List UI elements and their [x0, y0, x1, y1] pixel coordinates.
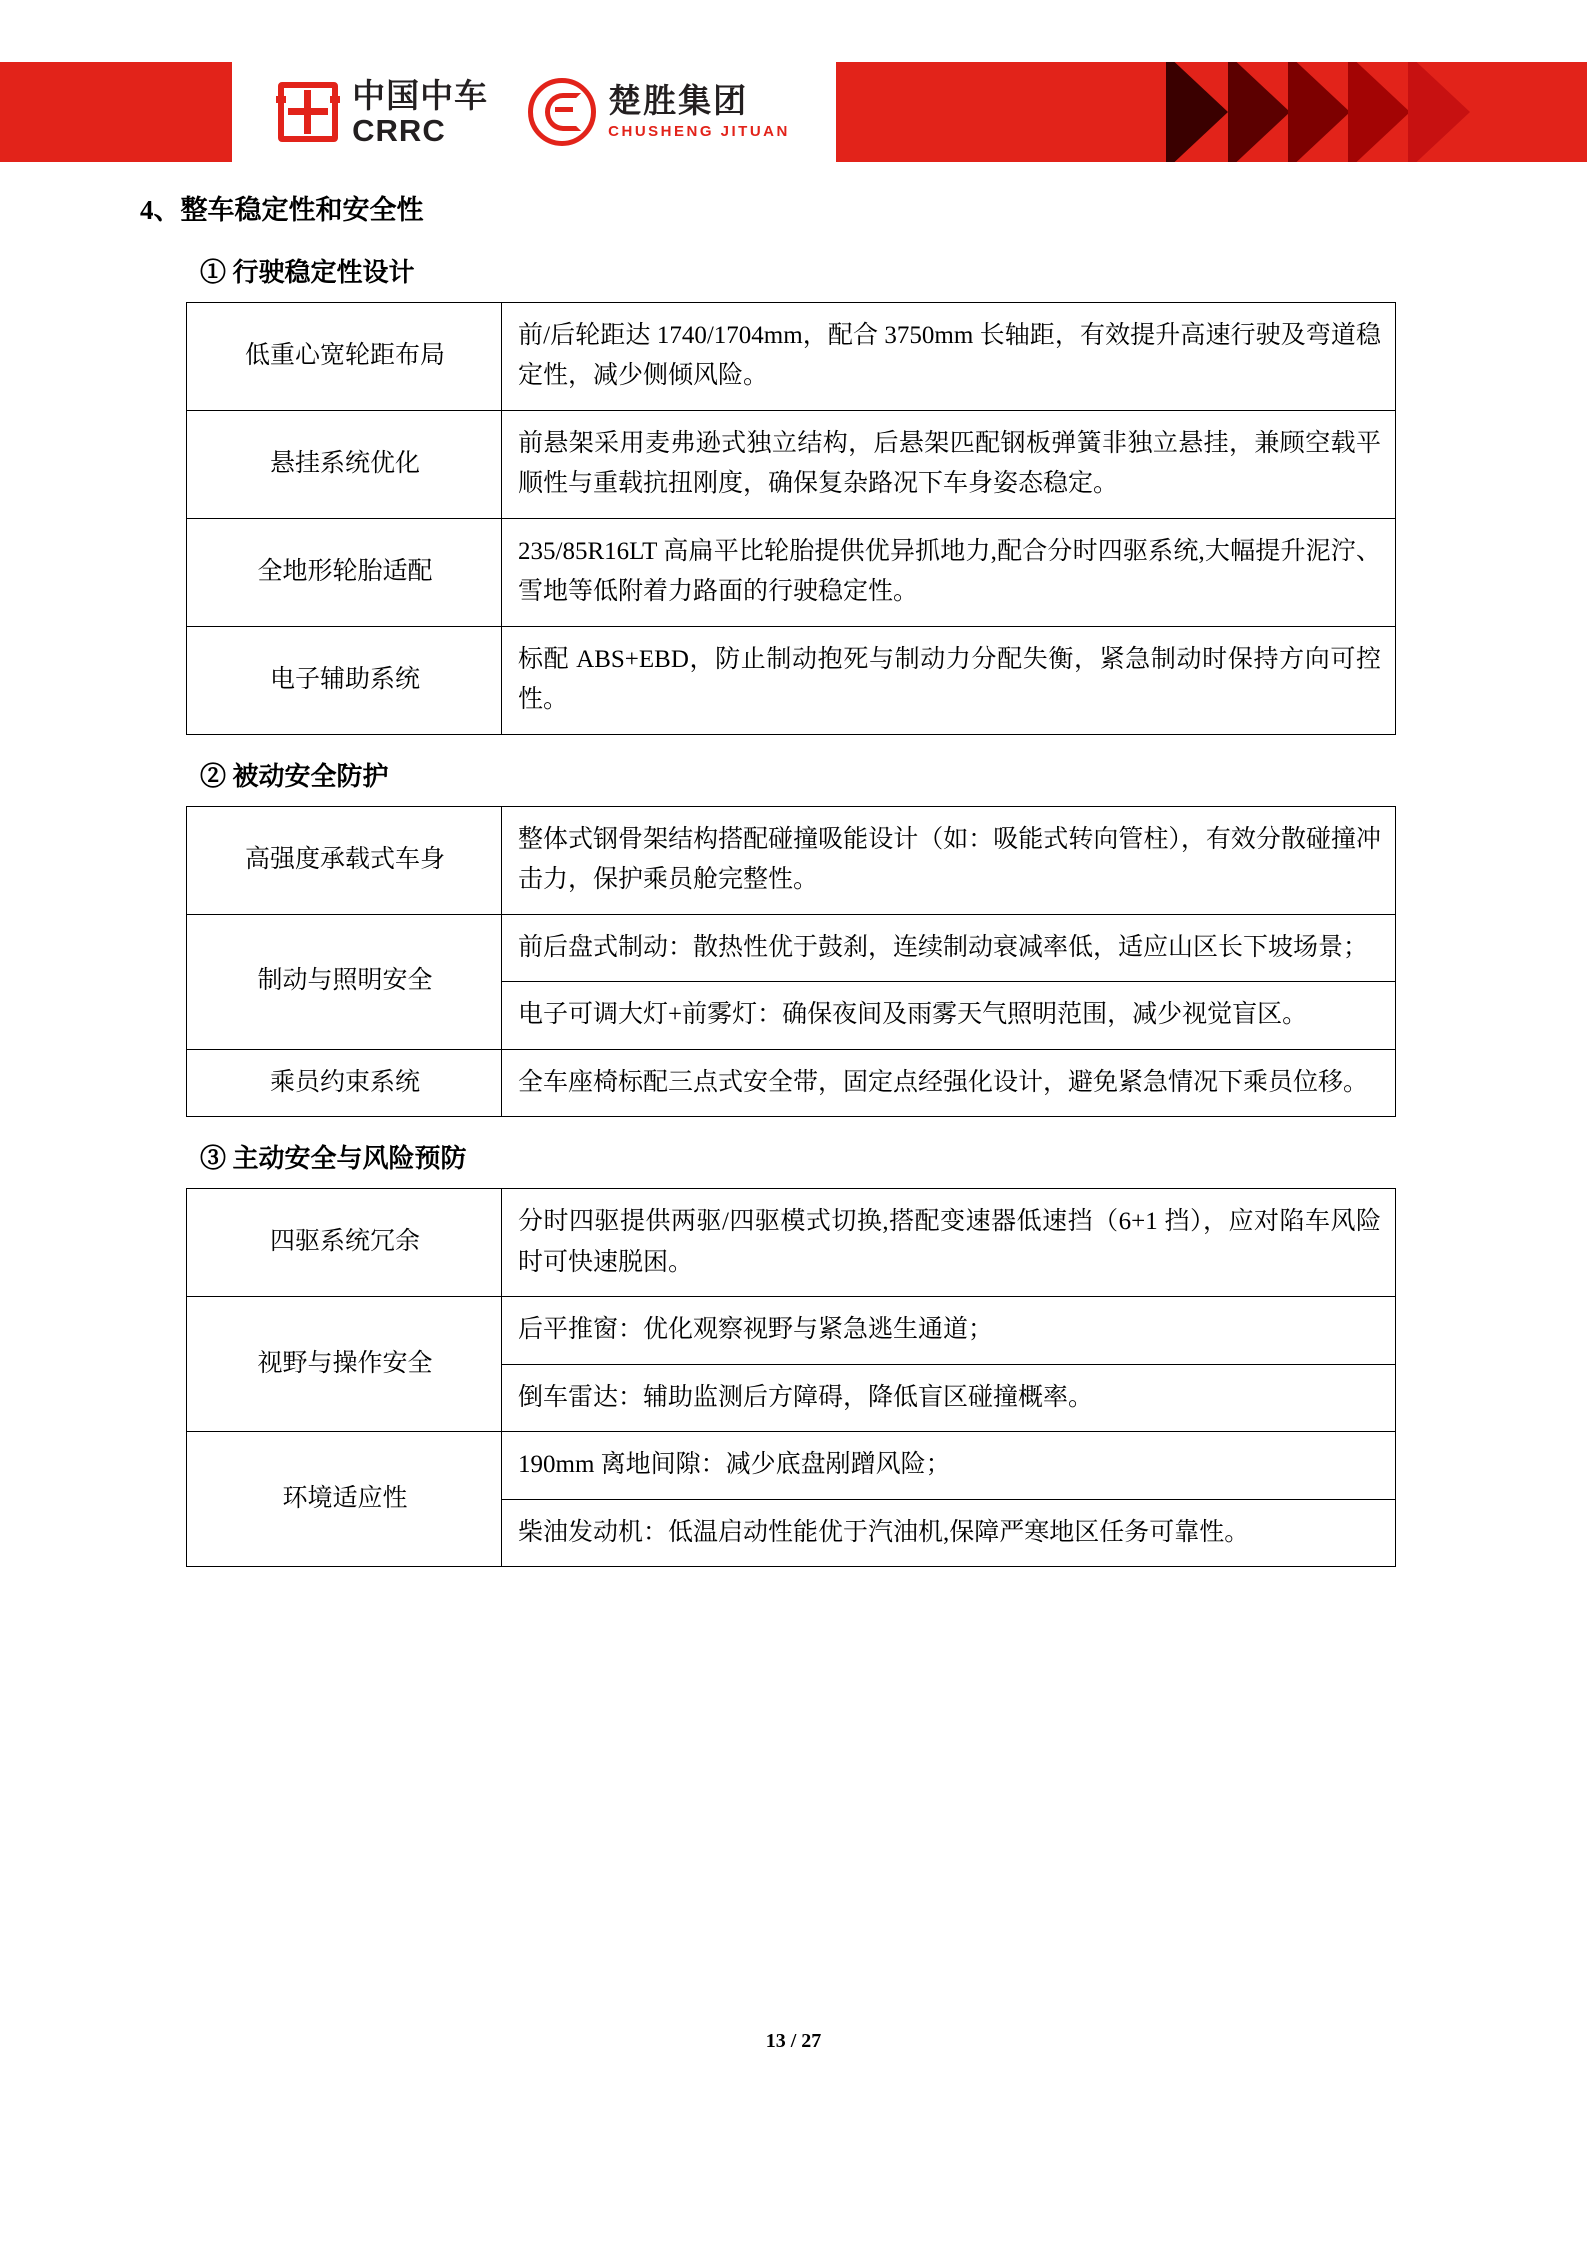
crrc-name-cn: 中国中车	[352, 76, 489, 114]
row-value: 全车座椅标配三点式安全带，固定点经强化设计，避免紧急情况下乘员位移。	[502, 1049, 1396, 1117]
chevron-icon	[1228, 62, 1290, 162]
table-row	[187, 1297, 1396, 1365]
chevron-icon	[1166, 62, 1228, 162]
row-label: 悬挂系统优化	[187, 410, 502, 518]
table-row	[187, 1189, 1396, 1297]
table-row	[187, 914, 1396, 982]
row-value: 前后盘式制动：散热性优于鼓刹，连续制动衰减率低，适应山区长下坡场景；	[502, 914, 1396, 982]
chusheng-emblem-icon	[528, 78, 596, 146]
page-footer	[0, 2030, 1587, 2053]
crrc-wordmark	[352, 76, 489, 148]
row-value: 后平推窗：优化观察视野与紧急逃生通道；	[502, 1297, 1396, 1365]
row-value: 倒车雷达：辅助监测后方障碍，降低盲区碰撞概率。	[502, 1364, 1396, 1432]
subsection-title-3: ③ 主动安全与风险预防	[200, 1144, 467, 1173]
row-label: 全地形轮胎适配	[187, 518, 502, 626]
table-driving-stability	[186, 302, 1396, 735]
row-value: 前/后轮距达 1740/1704mm，配合 3750mm 长轴距，有效提升高速行驶及弯道稳定性，减少侧倾风险。	[502, 302, 1396, 410]
table-row	[187, 302, 1396, 410]
row-label: 高强度承载式车身	[187, 806, 502, 914]
table-passive-safety	[186, 806, 1396, 1118]
chusheng-logo	[528, 78, 790, 146]
chusheng-name-cn: 楚胜集团	[608, 82, 749, 120]
row-label: 四驱系统冗余	[187, 1189, 502, 1297]
chusheng-name-en: CHUSHENG JITUAN	[608, 122, 790, 140]
row-label: 乘员约束系统	[187, 1049, 502, 1117]
table-row	[187, 1049, 1396, 1117]
subsection-title-2: ② 被动安全防护	[200, 761, 389, 791]
row-label: 环境适应性	[187, 1432, 502, 1567]
crrc-name-en: CRRC	[352, 112, 446, 148]
chevron-icon	[1288, 62, 1350, 162]
logo-zone	[232, 62, 836, 162]
header-red-band-right	[836, 62, 1587, 162]
row-label: 制动与照明安全	[187, 914, 502, 1049]
document-body	[0, 190, 1587, 1567]
row-value: 柴油发动机：低温启动性能优于汽油机,保障严寒地区任务可靠性。	[502, 1499, 1396, 1567]
table-row	[187, 1432, 1396, 1500]
header-red-band-left	[0, 62, 232, 162]
row-value: 电子可调大灯+前雾灯：确保夜间及雨雾天气照明范围，减少视觉盲区。	[502, 982, 1396, 1050]
row-value: 分时四驱提供两驱/四驱模式切换,搭配变速器低速挡（6+1 挡），应对陷车风险时可快速脱困。	[502, 1189, 1396, 1297]
table-row	[187, 806, 1396, 914]
row-label: 视野与操作安全	[187, 1297, 502, 1432]
chevron-icon	[1348, 62, 1410, 162]
row-value: 235/85R16LT 高扁平比轮胎提供优异抓地力,配合分时四驱系统,大幅提升泥泞、雪地等低附着力路面的行驶稳定性。	[502, 518, 1396, 626]
chevron-icon	[1408, 62, 1470, 162]
row-label: 低重心宽轮距布局	[187, 302, 502, 410]
row-value: 标配 ABS+EBD，防止制动抱死与制动力分配失衡，紧急制动时保持方向可控性。	[502, 626, 1396, 734]
page-number: 13 / 27	[765, 2030, 822, 2052]
crrc-logo	[278, 76, 489, 148]
table-row	[187, 518, 1396, 626]
row-value: 前悬架采用麦弗逊式独立结构，后悬架匹配钢板弹簧非独立悬挂，兼顾空载平顺性与重载抗扭刚度，确保复杂路况下车身姿态稳定。	[502, 410, 1396, 518]
table-active-safety	[186, 1188, 1396, 1567]
table-row	[187, 410, 1396, 518]
chusheng-wordmark	[608, 84, 790, 139]
row-value: 整体式钢骨架结构搭配碰撞吸能设计（如：吸能式转向管柱），有效分散碰撞冲击力，保护乘员舱完整性。	[502, 806, 1396, 914]
subsection-title-1: ① 行驶稳定性设计	[200, 257, 415, 287]
page-header	[0, 0, 1587, 178]
table-row	[187, 626, 1396, 734]
section-title: 4、整车稳定性和安全性	[140, 195, 424, 225]
crrc-emblem-icon	[278, 82, 338, 142]
row-value: 190mm 离地间隙：减少底盘剐蹭风险；	[502, 1432, 1396, 1500]
row-label: 电子辅助系统	[187, 626, 502, 734]
